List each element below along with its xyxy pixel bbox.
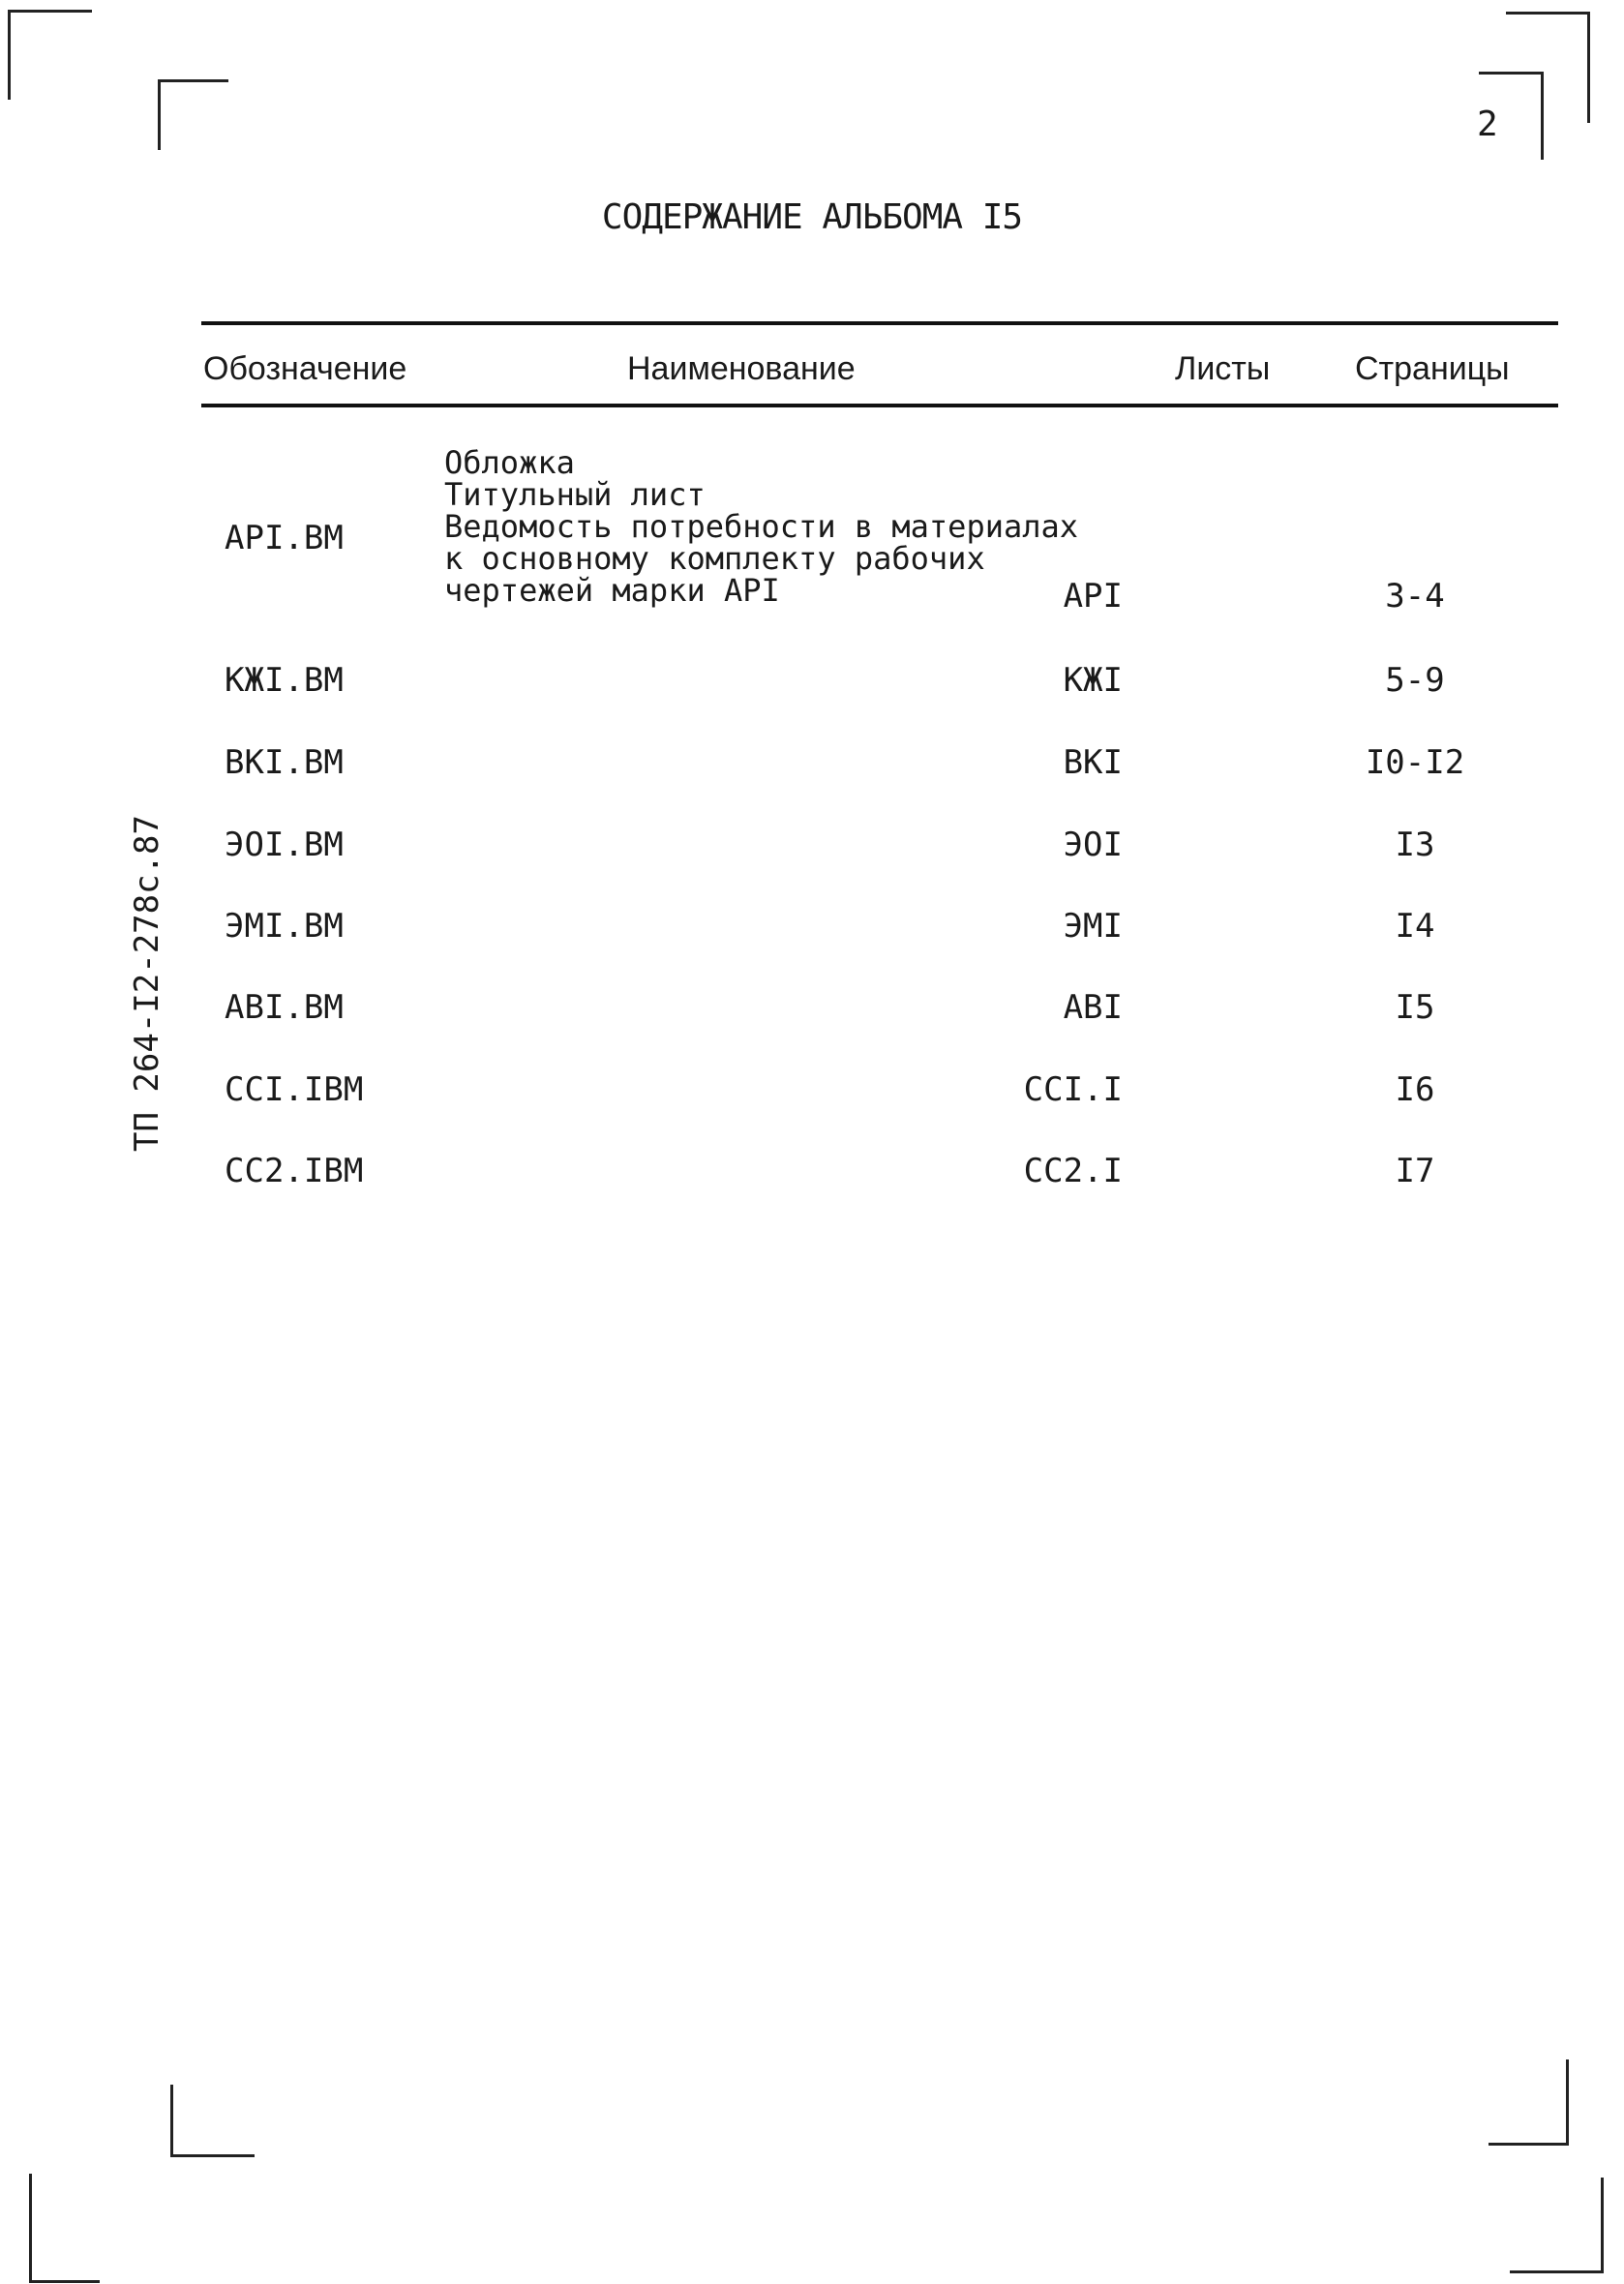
row-pages: I5 [1395,988,1435,1027]
row-code: СС2.IВМ [225,1152,364,1190]
row-sheets: КЖI [1063,661,1123,700]
column-header-sheets: Листы [1175,350,1271,387]
row-code: АРI.ВМ [225,519,344,557]
document-code-stamp: ТП 264-I2-278с.87 [128,815,166,1152]
description-line: к основному комплекту рабочих [444,540,985,577]
column-header-code: Обозначение [203,350,407,387]
row-pages: I7 [1395,1152,1435,1190]
row-pages: 5-9 [1385,661,1445,700]
row-sheets: ВКI [1063,743,1123,782]
row-code: ЭМI.ВМ [225,907,344,946]
row-sheets: АВI [1063,988,1123,1027]
description-line: чертежей марки АРI [444,572,780,609]
row-code: КЖI.ВМ [225,661,344,700]
row-sheets: ЭМI [1063,907,1123,946]
frame-corner-bottom-left [29,2174,100,2283]
column-header-pages: Страницы [1355,350,1510,387]
row-sheets: ССI.I [1023,1070,1123,1109]
row-code: ССI.IВМ [225,1070,364,1109]
row-code: АВI.ВМ [225,988,344,1027]
table-top-rule [201,321,1558,325]
row-sheets: СС2.I [1023,1152,1123,1190]
row-pages: I6 [1395,1070,1435,1109]
row-code: ВКI.ВМ [225,743,344,782]
page-number: 2 [1477,105,1498,144]
row-code: ЭОI.ВМ [225,826,344,864]
row-pages: I4 [1395,907,1435,946]
description-line: Титульный лист [444,476,706,513]
first-entry-description [444,444,1079,609]
row-pages: 3-4 [1385,577,1445,616]
page-title: СОДЕРЖАНИЕ АЛЬБОМА I5 [601,197,1023,237]
row-sheets: ЭОI [1063,826,1123,864]
frame-corner-top-left [8,10,92,100]
frame-corner-bottom-right [1510,2178,1604,2273]
crop-mark-bottom-left [170,2085,255,2157]
crop-mark-bottom-right [1489,2059,1569,2146]
row-pages: I0-I2 [1365,743,1465,782]
description-line: Ведомость потребности в материалах [444,508,1079,545]
row-sheets: АРI [1063,577,1123,616]
table-header-rule [201,404,1558,407]
description-line: Обложка [444,444,575,481]
column-header-name: Наименование [627,350,856,387]
row-pages: I3 [1395,826,1435,864]
crop-mark-top-left [158,79,228,150]
